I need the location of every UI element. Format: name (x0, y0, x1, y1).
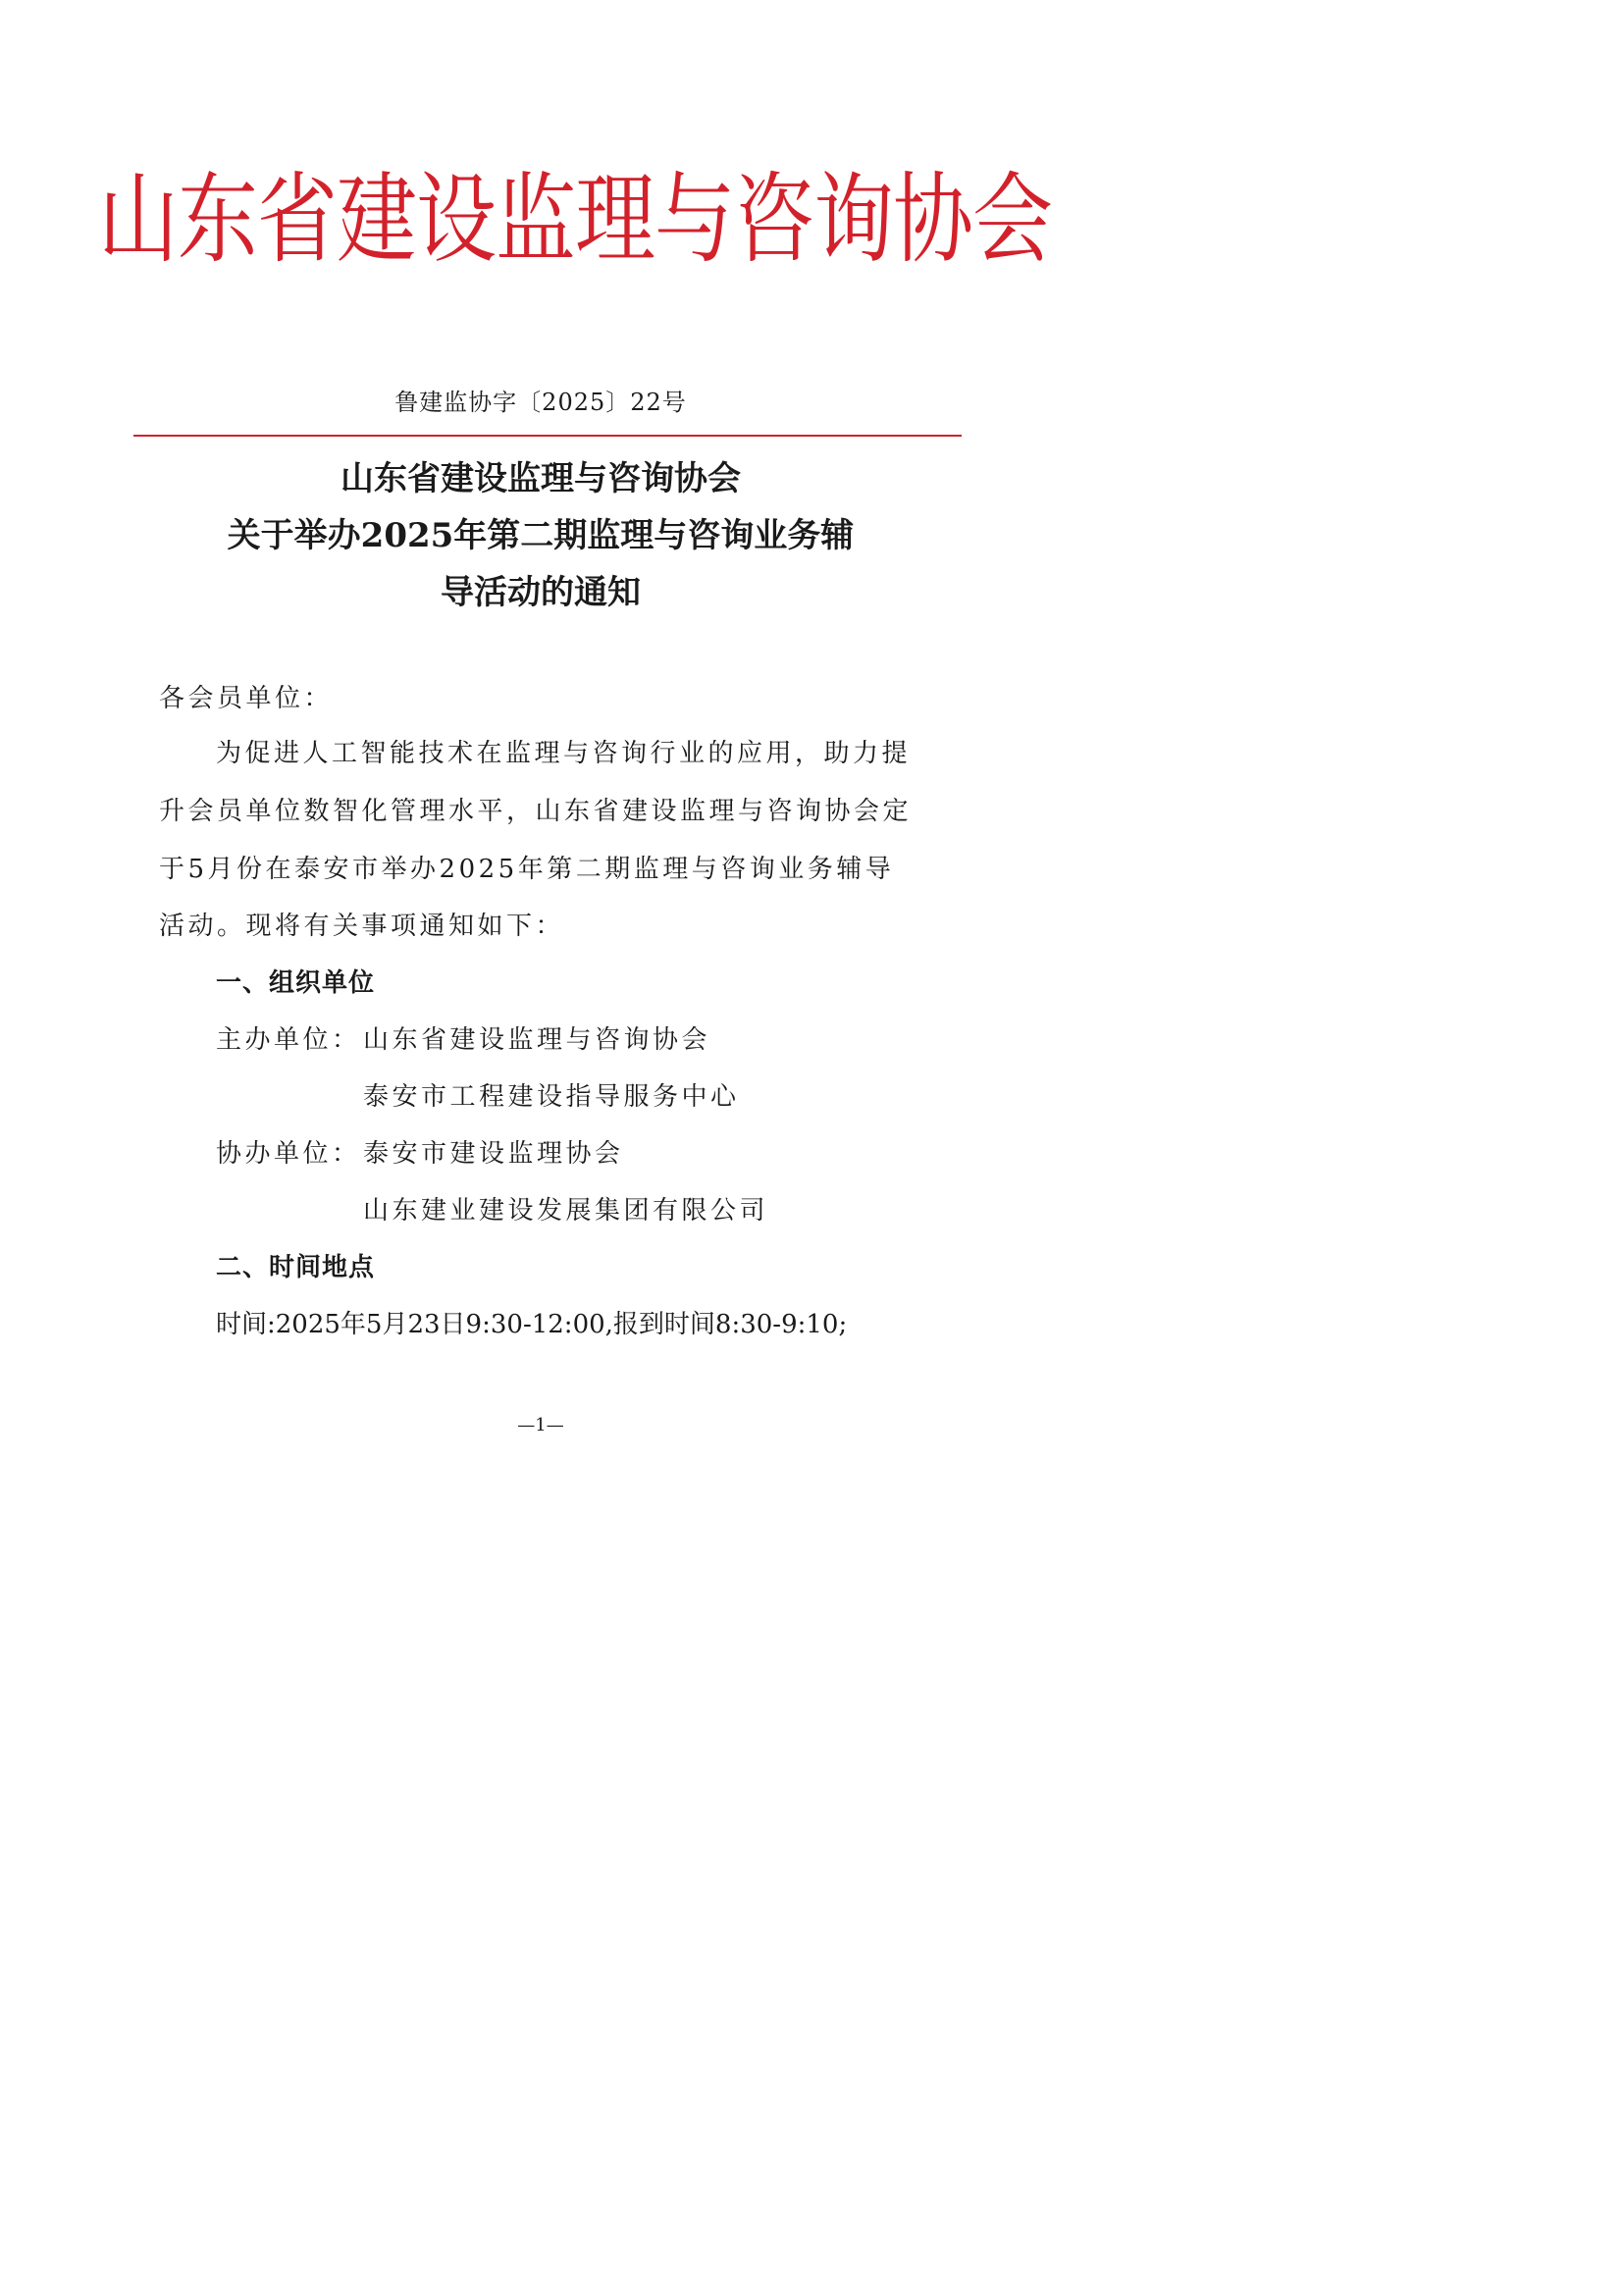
intro-line-1: 为促进人工智能技术在监理与咨询行业的应用，助力提 (216, 739, 912, 768)
masthead-title: 山东省建设监理与咨询协会 (98, 163, 1053, 278)
notice-title-line-3: 导活动的通知 (441, 573, 641, 612)
co-organizer-2: 山东建业建设发展集团有限公司 (363, 1196, 769, 1226)
co-organizer-1: 泰安市建设监理协会 (363, 1139, 624, 1169)
intro-line-3: 于5月份在泰安市举办2025年第二期监理与咨询业务辅导 (159, 855, 895, 884)
section-2-heading: 二、时间地点 (216, 1253, 376, 1282)
notice-title-line-2: 关于举办2025年第二期监理与咨询业务辅 (227, 516, 855, 555)
intro-line-4: 活动。现将有关事项通知如下： (159, 912, 565, 941)
co-organizer-label: 协办单位： (216, 1139, 361, 1169)
section-1-heading: 一、组织单位 (216, 968, 376, 998)
document-number: 鲁建监协字〔2025〕22号 (394, 389, 687, 416)
host-label: 主办单位： (216, 1025, 361, 1055)
notice-title-line-1: 山东省建设监理与咨询协会 (340, 459, 741, 498)
host-unit-1: 山东省建设监理与咨询协会 (363, 1025, 711, 1055)
time-line: 时间:2025年5月23日9:30-12:00,报到时间8:30-9:10; (216, 1310, 848, 1339)
salutation: 各会员单位： (159, 684, 334, 713)
host-unit-2: 泰安市工程建设指导服务中心 (363, 1082, 740, 1112)
document-page (0, 0, 1081, 1530)
red-divider (133, 435, 962, 437)
page-number: —1— (517, 1415, 564, 1435)
intro-line-2: 升会员单位数智化管理水平，山东省建设监理与咨询协会定 (159, 797, 913, 826)
